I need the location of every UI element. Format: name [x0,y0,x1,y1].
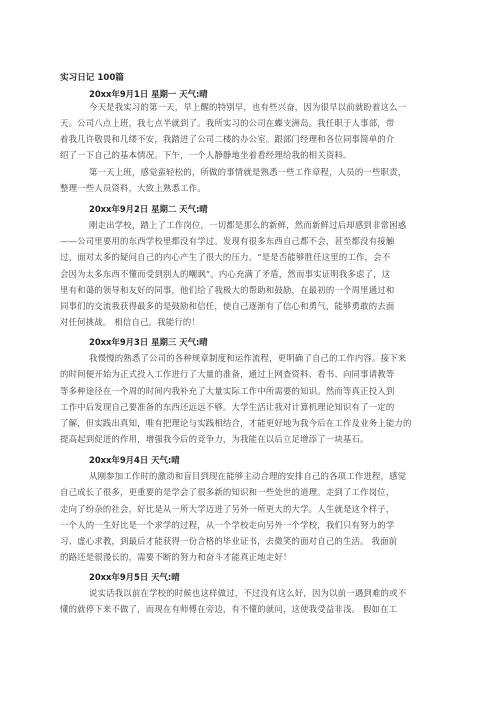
paragraph-line: 等多种途径在一个周的时间内我补充了大量实际工作中所需要的知识。然而等真正投入到 [60,386,395,396]
paragraph-line: ——公司里要用的东西学校里都没有学过。发现有很多东西自己都不会，甚至都没有接触 [60,236,395,246]
paragraph-line: 刚走出学校，踏上了工作岗位，一切都是那么的新鲜，然而新鲜过后却感到非常困惑 [89,220,407,230]
paragraph-line: 的路还是很漫长的，需要不断的努力和奋斗才能真正地走好！ [60,552,292,562]
paragraph-line: 着我几许敬畏和几缕不安，我踏进了公司二楼的办公室。跟部门经理和各位同事简单的介 [60,134,395,144]
paragraph-line: 走向了纷杂的社会，好比是从一所大学迈进了另外一所更大的大学。人生就是这个样子， [60,504,395,514]
paragraph-line: 我慢慢的熟悉了公司的各种规章制度和运作流程，更明确了自己的工作内容。接下来 [89,353,407,363]
paragraph-line: 会因为太多东西不懂而受到别人的嘲讽”。内心充满了矛盾，然而事实证明我多虑了，这 [60,269,391,279]
paragraph-line: 里有和蔼的领导和友好的同事，他们给了我极大的帮助和鼓励，在最初的一个周里通过和 [60,285,395,295]
paragraph-line: 过，面对太多的疑问自己的内心产生了很大的压力。“是是否能够胜任这里的工作，会不 [60,252,391,262]
paragraph-line: 工作中后发现自己要准备的东西还远远不够。大学生活让我对计算机理论知识有了一定的 [60,402,395,412]
entry-heading: 20xx年9月3日 星期三 天气:晴 [89,337,208,347]
entry-heading: 20xx年9月4日 天气:晴 [89,455,180,465]
paragraph-line: 整理一些人员资料，大致上熟悉工作。 [60,183,206,193]
paragraph-line: 天。公司八点上班，我七点半就到了。我所实习的公司在蝶支洲岛。我任职于人事部，带 [60,118,395,128]
paragraph-line: 第一天上班，感觉蛮轻松的，所做的事情就是熟悉一些工作章程，人员的一些职责， [89,167,407,177]
paragraph-line: 从刚参加工作时的激动和盲目到现在能够主动合理的安排自己的各项工作进程，感觉 [89,471,407,481]
paragraph-line: 习、虚心求教，到最后才能获得一份合格的毕业证书，去微笑的面对自己的生活。 我面前 [60,536,398,546]
paragraph-line: 同事们的交流我获得最多的是鼓励和信任，使自己逐渐有了信心和勇气，能够勇敢的去面 [60,301,395,311]
paragraph-line: 绍了一下自己的基本情况。下午，一个人静静地坐着看经理给我的相关资料。 [60,150,352,160]
paragraph-line: 说实话我以前在学校的时候也这样做过，不过没有这么好，因为以前一遇到难的或不 [89,588,407,598]
entry-heading: 20xx年9月5日 天气:晴 [89,572,180,582]
paragraph-line: 了解，但实践出真知，唯有把理论与实践相结合，才能更好地为我今后在工作及业务上能力的 [60,418,412,428]
paragraph-line: 自己成长了很多，更重要的是学会了很多新的知识和一些处世的道理。走到了工作岗位， [60,487,395,497]
paragraph-line: 提高起到促进的作用，增强我今后的竞争力，为我能在以后立足增添了一块基石。 [60,434,369,444]
paragraph-line: 对任何挑战。 相信自己，我能行的！ [60,317,201,327]
document-title: 实习日记 100篇 [60,73,124,83]
entry-heading: 20xx年9月1日 星期一 天气:晴 [89,89,208,99]
entry-heading: 20xx年9月2日 星期二 天气:晴 [89,204,208,214]
paragraph-line: 懂的就停下来不做了，而现在有师傅在旁边，有不懂的就问，这使我受益非浅。 假如在工 [60,604,398,614]
paragraph-line: 的时间便开始为正式投入工作进行了大量的准备，通过上网查资料、看书、向同事请教等 [60,369,395,379]
paragraph-line: 今天是我实习的第一天，早上醒的特别早，也有些兴奋，因为很早以前就盼着这么一 [89,102,407,112]
paragraph-line: 一个人的一生好比是一个求学的过程，从一个学校走向另外一个学校，我们只有努力的学 [60,520,395,530]
